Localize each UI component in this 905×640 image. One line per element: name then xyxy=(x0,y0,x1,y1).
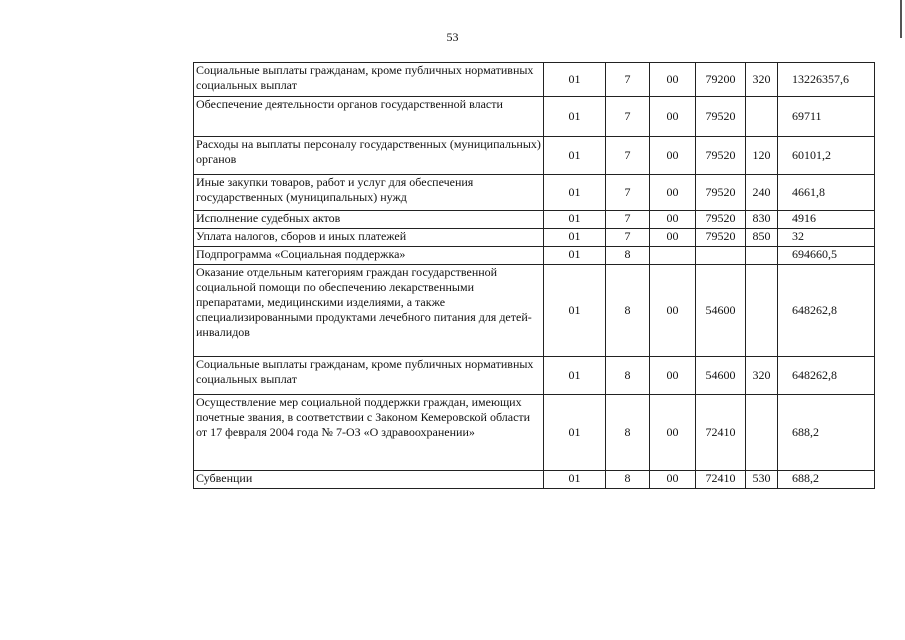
cell-subsection: 7 xyxy=(606,175,650,211)
cell-subsection: 8 xyxy=(606,357,650,395)
cell-group xyxy=(650,247,696,265)
cell-name: Субвенции xyxy=(194,471,544,489)
table-row xyxy=(194,471,875,489)
cell-group: 00 xyxy=(650,265,696,357)
cell-expense xyxy=(746,395,778,471)
cell-group: 00 xyxy=(650,229,696,247)
table-row xyxy=(194,357,875,395)
cell-section: 01 xyxy=(544,357,606,395)
cell-target: 79520 xyxy=(696,211,746,229)
cell-target: 79520 xyxy=(696,137,746,175)
cell-group: 00 xyxy=(650,137,696,175)
cell-section: 01 xyxy=(544,265,606,357)
cell-subsection: 7 xyxy=(606,137,650,175)
cell-section: 01 xyxy=(544,137,606,175)
cell-expense: 530 xyxy=(746,471,778,489)
cell-name: Социальные выплаты гражданам, кроме публичных нормативных социальных выплат xyxy=(194,63,544,97)
cell-expense xyxy=(746,265,778,357)
cell-target: 54600 xyxy=(696,265,746,357)
cell-name: Иные закупки товаров, работ и услуг для обеспечения государственных (муниципальных) нужд xyxy=(194,175,544,211)
cell-subsection: 7 xyxy=(606,229,650,247)
cell-amount: 60101,2 xyxy=(778,137,875,175)
cell-amount: 69711 xyxy=(778,97,875,137)
cell-subsection: 8 xyxy=(606,395,650,471)
table-row xyxy=(194,229,875,247)
cell-group: 00 xyxy=(650,175,696,211)
cell-amount: 694660,5 xyxy=(778,247,875,265)
cell-amount: 4661,8 xyxy=(778,175,875,211)
cell-name: Подпрограмма «Социальная поддержка» xyxy=(194,247,544,265)
cell-name: Социальные выплаты гражданам, кроме публичных нормативных социальных выплат xyxy=(194,357,544,395)
cell-expense xyxy=(746,247,778,265)
cell-amount: 688,2 xyxy=(778,395,875,471)
cell-expense xyxy=(746,97,778,137)
cell-subsection: 8 xyxy=(606,247,650,265)
cell-group: 00 xyxy=(650,211,696,229)
table-row xyxy=(194,63,875,97)
table-row xyxy=(194,247,875,265)
cell-target: 79520 xyxy=(696,175,746,211)
budget-table xyxy=(193,62,875,489)
cell-section: 01 xyxy=(544,471,606,489)
cell-expense: 830 xyxy=(746,211,778,229)
cell-group: 00 xyxy=(650,357,696,395)
cell-subsection: 7 xyxy=(606,63,650,97)
cell-section: 01 xyxy=(544,175,606,211)
cell-name: Осуществление мер социальной поддержки граждан, имеющих почетные звания, в соответствии с Законом Кемеровской области от 17 февраля 2004 года № 7-ОЗ «О здравоохранении» xyxy=(194,395,544,471)
cell-section: 01 xyxy=(544,247,606,265)
cell-section: 01 xyxy=(544,229,606,247)
cell-target xyxy=(696,247,746,265)
cell-expense: 320 xyxy=(746,63,778,97)
cell-expense: 850 xyxy=(746,229,778,247)
cell-expense: 320 xyxy=(746,357,778,395)
cell-group: 00 xyxy=(650,395,696,471)
table-row xyxy=(194,395,875,471)
page-number: 53 xyxy=(446,30,459,44)
cell-amount: 4916 xyxy=(778,211,875,229)
cell-target: 79520 xyxy=(696,97,746,137)
cell-amount: 13226357,6 xyxy=(778,63,875,97)
cell-subsection: 7 xyxy=(606,211,650,229)
cell-name: Исполнение судебных актов xyxy=(194,211,544,229)
table-row xyxy=(194,175,875,211)
cell-target: 79520 xyxy=(696,229,746,247)
cell-subsection: 8 xyxy=(606,471,650,489)
cell-name: Обеспечение деятельности органов государственной власти xyxy=(194,97,544,137)
cell-target: 72410 xyxy=(696,395,746,471)
cell-expense: 120 xyxy=(746,137,778,175)
cell-subsection: 7 xyxy=(606,97,650,137)
cell-subsection: 8 xyxy=(606,265,650,357)
cell-amount: 688,2 xyxy=(778,471,875,489)
cell-target: 72410 xyxy=(696,471,746,489)
cell-section: 01 xyxy=(544,395,606,471)
cell-expense: 240 xyxy=(746,175,778,211)
cell-name: Оказание отдельным категориям граждан государственной социальной помощи по обеспечению лекарственными препаратами, медицинскими изделиями, а также специализированными продуктами лечебного питания для детей-инвалидов xyxy=(194,265,544,357)
cell-amount: 32 xyxy=(778,229,875,247)
table-row xyxy=(194,211,875,229)
cell-group: 00 xyxy=(650,471,696,489)
table-row xyxy=(194,265,875,357)
cell-section: 01 xyxy=(544,63,606,97)
scan-edge-mark xyxy=(900,0,902,38)
cell-section: 01 xyxy=(544,97,606,137)
table-row xyxy=(194,97,875,137)
cell-group: 00 xyxy=(650,63,696,97)
cell-name: Уплата налогов, сборов и иных платежей xyxy=(194,229,544,247)
cell-target: 79200 xyxy=(696,63,746,97)
table-row xyxy=(194,137,875,175)
cell-section: 01 xyxy=(544,211,606,229)
cell-group: 00 xyxy=(650,97,696,137)
cell-target: 54600 xyxy=(696,357,746,395)
cell-amount: 648262,8 xyxy=(778,265,875,357)
cell-amount: 648262,8 xyxy=(778,357,875,395)
cell-name: Расходы на выплаты персоналу государственных (муниципальных) органов xyxy=(194,137,544,175)
